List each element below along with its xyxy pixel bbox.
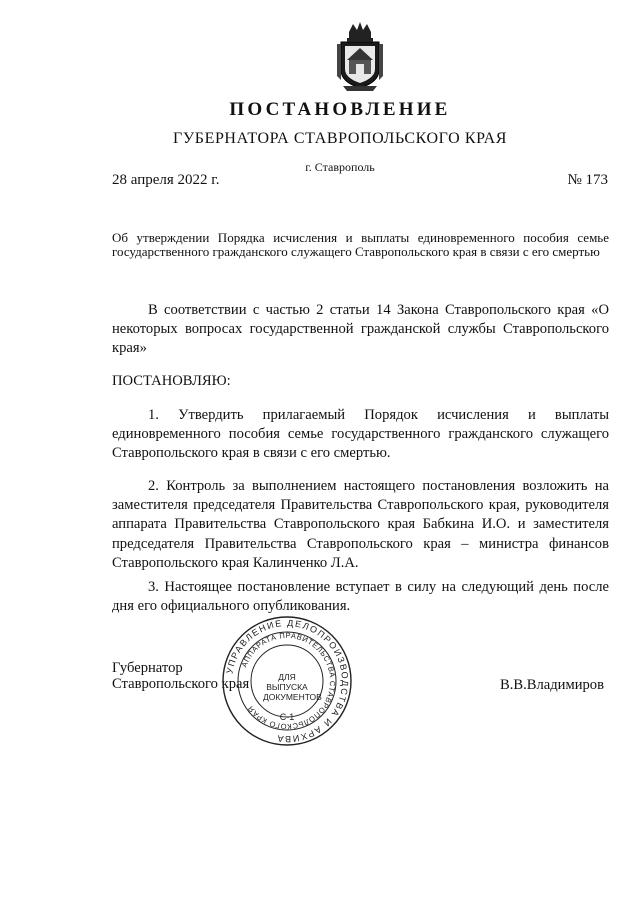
document-date: 28 апреля 2022 г.	[112, 172, 220, 188]
item-3-text: 3. Настоящее постановление вступает в силу на следующий день после дня его официального опубликования.	[112, 579, 609, 615]
item-3-paragraph	[112, 578, 609, 616]
coat-of-arms-emblem	[333, 20, 387, 92]
item-1-paragraph	[112, 406, 609, 464]
stamp-code: С-1	[279, 712, 295, 722]
legal-basis-paragraph	[112, 301, 609, 359]
city-label: г. Ставрополь	[305, 160, 375, 174]
stamp-inner-text: АППАРАТА ПРАВИТЕЛЬСТВА СТАВРОПОЛЬСКОГО КРАЯ	[239, 630, 338, 732]
document-subject: Об утверждении Порядка исчисления и выплаты единовременного пособия семье государственного гражданского служащего Ставропольского края в связи с его смертью	[112, 230, 609, 259]
item-1-text: 1. Утвердить прилагаемый Порядок исчисления и выплаты единовременного пособия семье государственного гражданского служащего Ставропольского края в связи с его смертью.	[112, 407, 609, 462]
document-type-heading: ПОСТАНОВЛЕНИЕ	[229, 99, 451, 120]
signatory-name: В.В.Владимиров	[499, 677, 604, 693]
stamp-label: ДЛЯ ВЫПУСКА ДОКУМЕНТОВ	[263, 672, 322, 702]
stamp-outer-text: УПРАВЛЕНИЕ ДЕЛОПРОИЗВОДСТВА И АРХИВА	[224, 617, 351, 745]
decree-heading: ПОСТАНОВЛЯЮ:	[112, 373, 231, 389]
signatory-position-line1: Губернатор	[112, 660, 183, 676]
issuer-heading: ГУБЕРНАТОРА СТАВРОПОЛЬСКОГО КРАЯ	[173, 130, 507, 147]
signatory-position-line2: Ставропольского края	[112, 676, 250, 692]
item-2-text: 2. Контроль за выполнением настоящего постановления возложить на заместителя председателя Правительства Ставропольского края, руководителя аппарата Правительства Ставропольского края Бабкина И.О. и заместителя председателя Правительства Ставропольского края – министра финансов Ставропольского края Калинченко Л.А.	[112, 478, 609, 571]
item-2-paragraph	[112, 477, 609, 573]
document-number: № 173	[567, 172, 608, 188]
legal-basis-text: В соответствии с частью 2 статьи 14 Закона Ставропольского края «О некоторых вопросах государственной гражданской службы Ставропольского края»	[112, 302, 609, 357]
